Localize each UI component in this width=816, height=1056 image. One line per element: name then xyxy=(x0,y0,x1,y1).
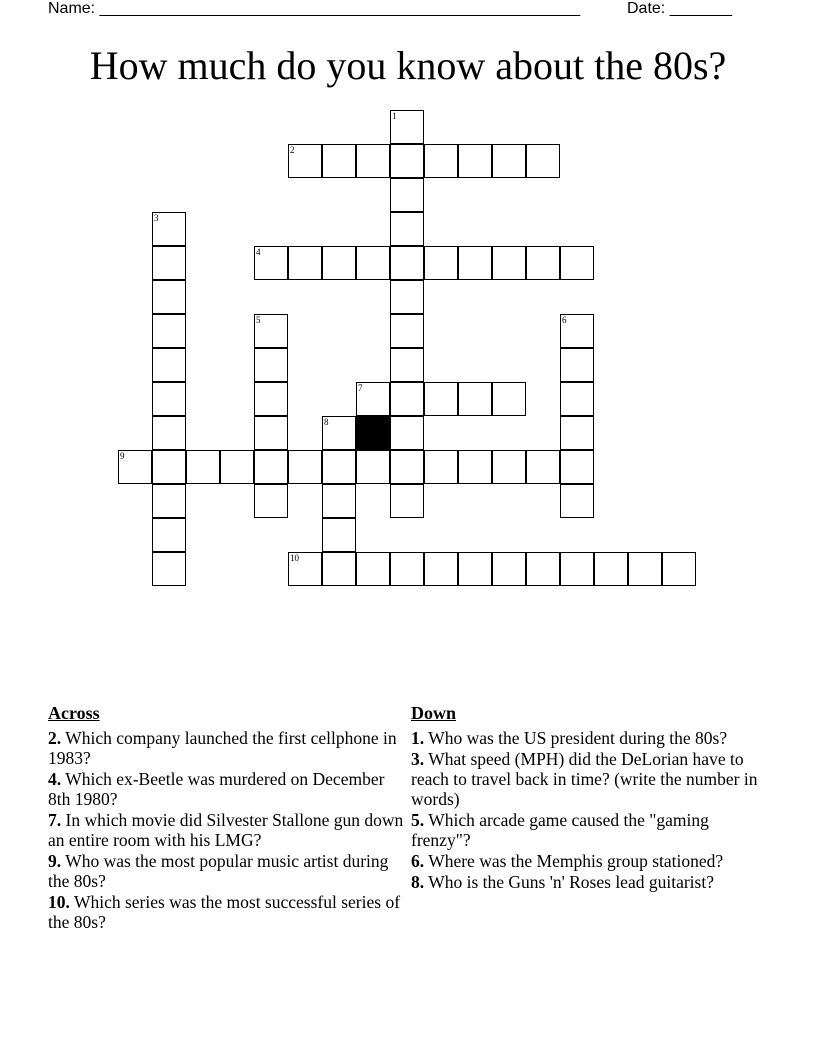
crossword-cell[interactable] xyxy=(186,450,220,484)
cell-number: 6 xyxy=(562,315,567,325)
crossword-cell[interactable] xyxy=(424,246,458,280)
crossword-cell[interactable] xyxy=(628,552,662,586)
crossword-cell[interactable] xyxy=(458,382,492,416)
cell-number: 3 xyxy=(154,213,159,223)
cell-number: 4 xyxy=(256,247,261,257)
crossword-cell[interactable] xyxy=(152,416,186,450)
name-field-label[interactable]: Name: ______________________________________________________ xyxy=(48,0,581,17)
down-clue: 1. Who was the US president during the 80s? xyxy=(411,728,728,748)
crossword-cell[interactable] xyxy=(322,484,356,518)
crossword-cell[interactable] xyxy=(390,314,424,348)
crossword-cell[interactable] xyxy=(322,552,356,586)
crossword-cell[interactable] xyxy=(152,246,186,280)
crossword-cell[interactable] xyxy=(322,246,356,280)
crossword-cell[interactable] xyxy=(322,518,356,552)
crossword-cell[interactable] xyxy=(560,314,594,348)
down-clue: 6. Where was the Memphis group stationed? xyxy=(411,851,724,871)
crossword-cell[interactable] xyxy=(322,144,356,178)
crossword-cell[interactable] xyxy=(356,552,390,586)
crossword-cell[interactable] xyxy=(458,552,492,586)
down-clue: 5. Which arcade game caused the "gaming frenzy"? xyxy=(411,810,709,850)
crossword-cell[interactable] xyxy=(152,450,186,484)
across-clue: 7. In which movie did Silvester Stallone gun down an entire room with his LMG? xyxy=(48,810,404,850)
crossword-cell[interactable] xyxy=(152,382,186,416)
crossword-cell[interactable] xyxy=(254,416,288,450)
crossword-cell[interactable] xyxy=(152,484,186,518)
crossword-cell[interactable] xyxy=(390,484,424,518)
crossword-cell[interactable] xyxy=(152,518,186,552)
crossword-cell[interactable] xyxy=(424,552,458,586)
crossword-cell[interactable] xyxy=(662,552,696,586)
crossword-cell[interactable] xyxy=(560,246,594,280)
crossword-cell[interactable] xyxy=(152,212,186,246)
crossword-cell[interactable] xyxy=(492,450,526,484)
crossword-cell[interactable] xyxy=(390,450,424,484)
crossword-cell[interactable] xyxy=(560,450,594,484)
down-clue: 3. What speed (MPH) did the DeLorian have to reach to travel back in time? (write the number in words) xyxy=(411,749,758,809)
crossword-cell[interactable] xyxy=(152,552,186,586)
crossword-cell[interactable] xyxy=(254,314,288,348)
crossword-cell[interactable] xyxy=(356,246,390,280)
crossword-cell[interactable] xyxy=(254,450,288,484)
crossword-cell[interactable] xyxy=(322,450,356,484)
crossword-cell[interactable] xyxy=(492,382,526,416)
page-title: How much do you know about the 80s? xyxy=(89,43,727,88)
down-heading: Down xyxy=(411,703,457,723)
crossword-cell[interactable] xyxy=(220,450,254,484)
crossword-cell[interactable] xyxy=(390,212,424,246)
crossword-cell[interactable] xyxy=(492,246,526,280)
crossword-cell[interactable] xyxy=(526,552,560,586)
crossword-cell[interactable] xyxy=(458,450,492,484)
crossword-cell[interactable] xyxy=(390,110,424,144)
crossword-cell[interactable] xyxy=(594,552,628,586)
across-clue: 10. Which series was the most successful series of the 80s? xyxy=(48,892,401,932)
crossword-cell[interactable] xyxy=(152,348,186,382)
crossword-cell[interactable] xyxy=(560,552,594,586)
cell-number: 1 xyxy=(392,111,397,121)
cell-number: 5 xyxy=(256,315,261,325)
crossword-cell[interactable] xyxy=(254,246,288,280)
down-clue: 8. Who is the Guns 'n' Roses lead guitarist? xyxy=(411,872,714,892)
crossword-cell[interactable] xyxy=(288,450,322,484)
crossword-cell[interactable] xyxy=(492,144,526,178)
crossword-cell[interactable] xyxy=(560,416,594,450)
crossword-cell[interactable] xyxy=(356,450,390,484)
crossword-cell[interactable] xyxy=(492,552,526,586)
across-clue: 9. Who was the most popular music artist during the 80s? xyxy=(48,851,389,891)
across-clue: 4. Which ex-Beetle was murdered on December 8th 1980? xyxy=(48,769,385,809)
crossword-cell[interactable] xyxy=(152,280,186,314)
crossword-cell[interactable] xyxy=(424,450,458,484)
crossword-cell[interactable] xyxy=(356,382,390,416)
crossword-cell[interactable] xyxy=(390,382,424,416)
crossword-cell[interactable] xyxy=(560,484,594,518)
crossword-cell[interactable] xyxy=(254,382,288,416)
crossword-cell[interactable] xyxy=(424,382,458,416)
across-heading: Across xyxy=(48,703,100,723)
cell-number: 8 xyxy=(324,417,329,427)
crossword-cell[interactable] xyxy=(390,416,424,450)
crossword-cell[interactable] xyxy=(526,144,560,178)
crossword-cell[interactable] xyxy=(560,348,594,382)
crossword-cell[interactable] xyxy=(390,280,424,314)
crossword-cell[interactable] xyxy=(118,450,152,484)
crossword-cell[interactable] xyxy=(288,246,322,280)
crossword-cell[interactable] xyxy=(458,144,492,178)
crossword-cell[interactable] xyxy=(390,246,424,280)
crossword-cell[interactable] xyxy=(424,144,458,178)
cell-number: 7 xyxy=(358,383,363,393)
crossword-cell[interactable] xyxy=(254,348,288,382)
crossword-cell[interactable] xyxy=(152,314,186,348)
crossword-cell[interactable] xyxy=(390,178,424,212)
crossword-cell[interactable] xyxy=(356,144,390,178)
down-clues xyxy=(411,703,771,893)
across-clues xyxy=(48,703,404,933)
crossword-cell[interactable] xyxy=(526,450,560,484)
across-clue: 2. Which company launched the first cellphone in 1983? xyxy=(48,728,397,768)
crossword-cell[interactable] xyxy=(526,246,560,280)
crossword-black-cell xyxy=(356,416,390,450)
crossword-cell[interactable] xyxy=(560,382,594,416)
cell-number: 9 xyxy=(120,451,125,461)
date-field-label[interactable]: Date: _______ xyxy=(627,0,732,17)
crossword-cell[interactable] xyxy=(390,144,424,178)
crossword-cell[interactable] xyxy=(390,348,424,382)
cell-number: 10 xyxy=(290,553,299,563)
crossword-cell[interactable] xyxy=(254,484,288,518)
crossword-cell[interactable] xyxy=(322,416,356,450)
crossword-cell[interactable] xyxy=(390,552,424,586)
cell-number: 2 xyxy=(290,145,295,155)
crossword-cell[interactable] xyxy=(288,552,322,586)
crossword-cell[interactable] xyxy=(288,144,322,178)
crossword-cell[interactable] xyxy=(458,246,492,280)
